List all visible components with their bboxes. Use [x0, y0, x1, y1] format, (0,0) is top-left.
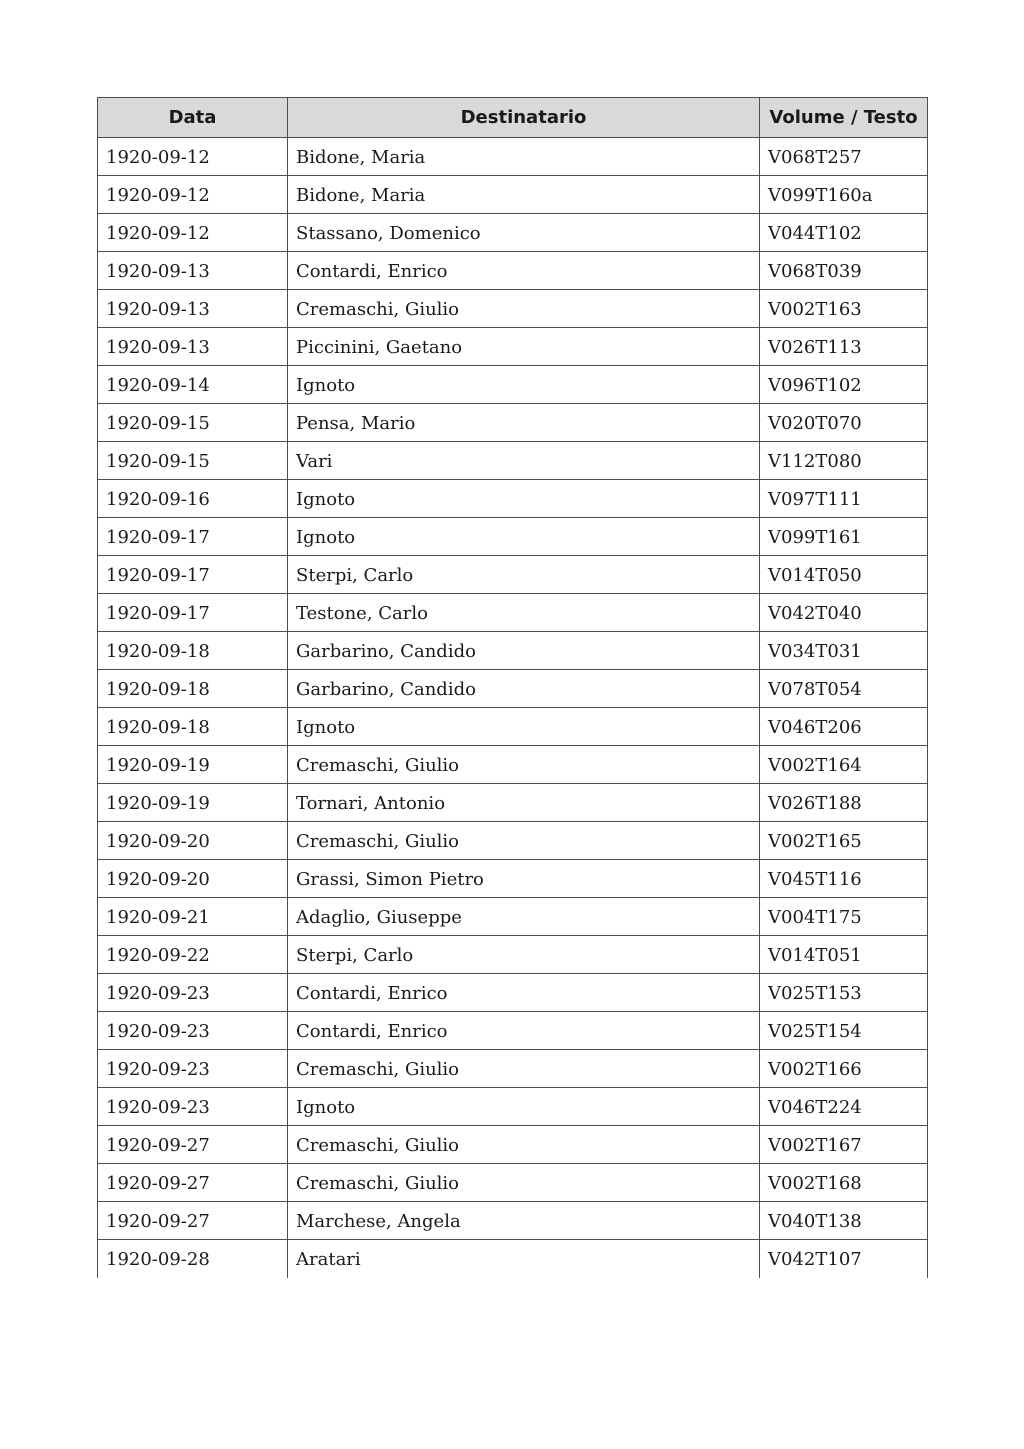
cell-recipient: Cremaschi, Giulio [288, 822, 760, 860]
cell-volume-text: V025T153 [760, 974, 928, 1012]
table-row [98, 936, 928, 974]
table-row [98, 784, 928, 822]
cell-recipient: Adaglio, Giuseppe [288, 898, 760, 936]
cell-date: 1920-09-19 [98, 784, 288, 822]
table-row [98, 1240, 928, 1278]
table-row [98, 252, 928, 290]
cell-volume-text: V014T050 [760, 556, 928, 594]
cell-date: 1920-09-12 [98, 214, 288, 252]
cell-volume-text: V068T257 [760, 138, 928, 176]
letters-table [97, 97, 928, 1278]
cell-date: 1920-09-17 [98, 518, 288, 556]
cell-date: 1920-09-16 [98, 480, 288, 518]
cell-date: 1920-09-17 [98, 594, 288, 632]
cell-date: 1920-09-23 [98, 1088, 288, 1126]
cell-volume-text: V026T188 [760, 784, 928, 822]
table-row [98, 556, 928, 594]
cell-volume-text: V002T166 [760, 1050, 928, 1088]
cell-recipient: Aratari [288, 1240, 760, 1278]
table-body [98, 138, 928, 1278]
column-header-volume-text: Volume / Testo [760, 98, 928, 138]
cell-date: 1920-09-15 [98, 404, 288, 442]
cell-recipient: Ignoto [288, 480, 760, 518]
cell-recipient: Vari [288, 442, 760, 480]
table-row [98, 214, 928, 252]
cell-recipient: Stassano, Domenico [288, 214, 760, 252]
table-row [98, 290, 928, 328]
cell-volume-text: V002T167 [760, 1126, 928, 1164]
cell-recipient: Sterpi, Carlo [288, 556, 760, 594]
cell-volume-text: V042T040 [760, 594, 928, 632]
table-row [98, 366, 928, 404]
cell-volume-text: V068T039 [760, 252, 928, 290]
cell-volume-text: V046T224 [760, 1088, 928, 1126]
table-row [98, 1088, 928, 1126]
table-row [98, 594, 928, 632]
cell-date: 1920-09-13 [98, 252, 288, 290]
table-row [98, 746, 928, 784]
cell-date: 1920-09-18 [98, 632, 288, 670]
cell-volume-text: V045T116 [760, 860, 928, 898]
cell-date: 1920-09-17 [98, 556, 288, 594]
table-row [98, 898, 928, 936]
table-row [98, 404, 928, 442]
cell-volume-text: V097T111 [760, 480, 928, 518]
cell-date: 1920-09-23 [98, 1012, 288, 1050]
cell-volume-text: V034T031 [760, 632, 928, 670]
cell-recipient: Tornari, Antonio [288, 784, 760, 822]
cell-recipient: Ignoto [288, 366, 760, 404]
table-row [98, 670, 928, 708]
cell-recipient: Contardi, Enrico [288, 974, 760, 1012]
cell-volume-text: V025T154 [760, 1012, 928, 1050]
cell-recipient: Contardi, Enrico [288, 252, 760, 290]
cell-date: 1920-09-23 [98, 974, 288, 1012]
cell-date: 1920-09-27 [98, 1126, 288, 1164]
cell-date: 1920-09-18 [98, 708, 288, 746]
cell-recipient: Ignoto [288, 708, 760, 746]
document-page [97, 97, 927, 1278]
cell-volume-text: V099T161 [760, 518, 928, 556]
cell-date: 1920-09-19 [98, 746, 288, 784]
cell-volume-text: V014T051 [760, 936, 928, 974]
cell-date: 1920-09-14 [98, 366, 288, 404]
table-row [98, 176, 928, 214]
column-header-recipient: Destinatario [288, 98, 760, 138]
cell-volume-text: V020T070 [760, 404, 928, 442]
cell-recipient: Pensa, Mario [288, 404, 760, 442]
cell-recipient: Marchese, Angela [288, 1202, 760, 1240]
cell-recipient: Bidone, Maria [288, 138, 760, 176]
table-row [98, 518, 928, 556]
cell-recipient: Garbarino, Candido [288, 632, 760, 670]
header-row [98, 98, 928, 138]
cell-recipient: Cremaschi, Giulio [288, 746, 760, 784]
cell-date: 1920-09-15 [98, 442, 288, 480]
cell-volume-text: V026T113 [760, 328, 928, 366]
column-header-date: Data [98, 98, 288, 138]
cell-recipient: Cremaschi, Giulio [288, 1050, 760, 1088]
table-row [98, 974, 928, 1012]
cell-date: 1920-09-27 [98, 1164, 288, 1202]
table-row [98, 1164, 928, 1202]
table-row [98, 632, 928, 670]
cell-volume-text: V078T054 [760, 670, 928, 708]
table-row [98, 822, 928, 860]
table-row [98, 860, 928, 898]
cell-recipient: Cremaschi, Giulio [288, 1164, 760, 1202]
table-row [98, 1050, 928, 1088]
cell-volume-text: V002T165 [760, 822, 928, 860]
cell-volume-text: V042T107 [760, 1240, 928, 1278]
cell-volume-text: V002T164 [760, 746, 928, 784]
cell-recipient: Ignoto [288, 518, 760, 556]
cell-volume-text: V046T206 [760, 708, 928, 746]
cell-recipient: Ignoto [288, 1088, 760, 1126]
cell-date: 1920-09-21 [98, 898, 288, 936]
cell-recipient: Cremaschi, Giulio [288, 1126, 760, 1164]
cell-date: 1920-09-12 [98, 176, 288, 214]
cell-volume-text: V044T102 [760, 214, 928, 252]
cell-recipient: Testone, Carlo [288, 594, 760, 632]
cell-recipient: Garbarino, Candido [288, 670, 760, 708]
cell-volume-text: V002T163 [760, 290, 928, 328]
cell-date: 1920-09-13 [98, 290, 288, 328]
table-row [98, 480, 928, 518]
cell-date: 1920-09-20 [98, 822, 288, 860]
cell-date: 1920-09-22 [98, 936, 288, 974]
cell-recipient: Cremaschi, Giulio [288, 290, 760, 328]
cell-recipient: Grassi, Simon Pietro [288, 860, 760, 898]
cell-volume-text: V099T160a [760, 176, 928, 214]
table-row [98, 1012, 928, 1050]
cell-recipient: Bidone, Maria [288, 176, 760, 214]
cell-date: 1920-09-12 [98, 138, 288, 176]
cell-date: 1920-09-23 [98, 1050, 288, 1088]
cell-volume-text: V002T168 [760, 1164, 928, 1202]
table-row [98, 708, 928, 746]
table-header [98, 98, 928, 138]
cell-recipient: Piccinini, Gaetano [288, 328, 760, 366]
cell-volume-text: V112T080 [760, 442, 928, 480]
cell-recipient: Sterpi, Carlo [288, 936, 760, 974]
cell-recipient: Contardi, Enrico [288, 1012, 760, 1050]
cell-volume-text: V004T175 [760, 898, 928, 936]
cell-date: 1920-09-27 [98, 1202, 288, 1240]
cell-date: 1920-09-20 [98, 860, 288, 898]
table-row [98, 442, 928, 480]
table-row [98, 138, 928, 176]
cell-volume-text: V096T102 [760, 366, 928, 404]
cell-date: 1920-09-28 [98, 1240, 288, 1278]
cell-volume-text: V040T138 [760, 1202, 928, 1240]
table-row [98, 1202, 928, 1240]
table-row [98, 328, 928, 366]
cell-date: 1920-09-18 [98, 670, 288, 708]
cell-date: 1920-09-13 [98, 328, 288, 366]
table-row [98, 1126, 928, 1164]
